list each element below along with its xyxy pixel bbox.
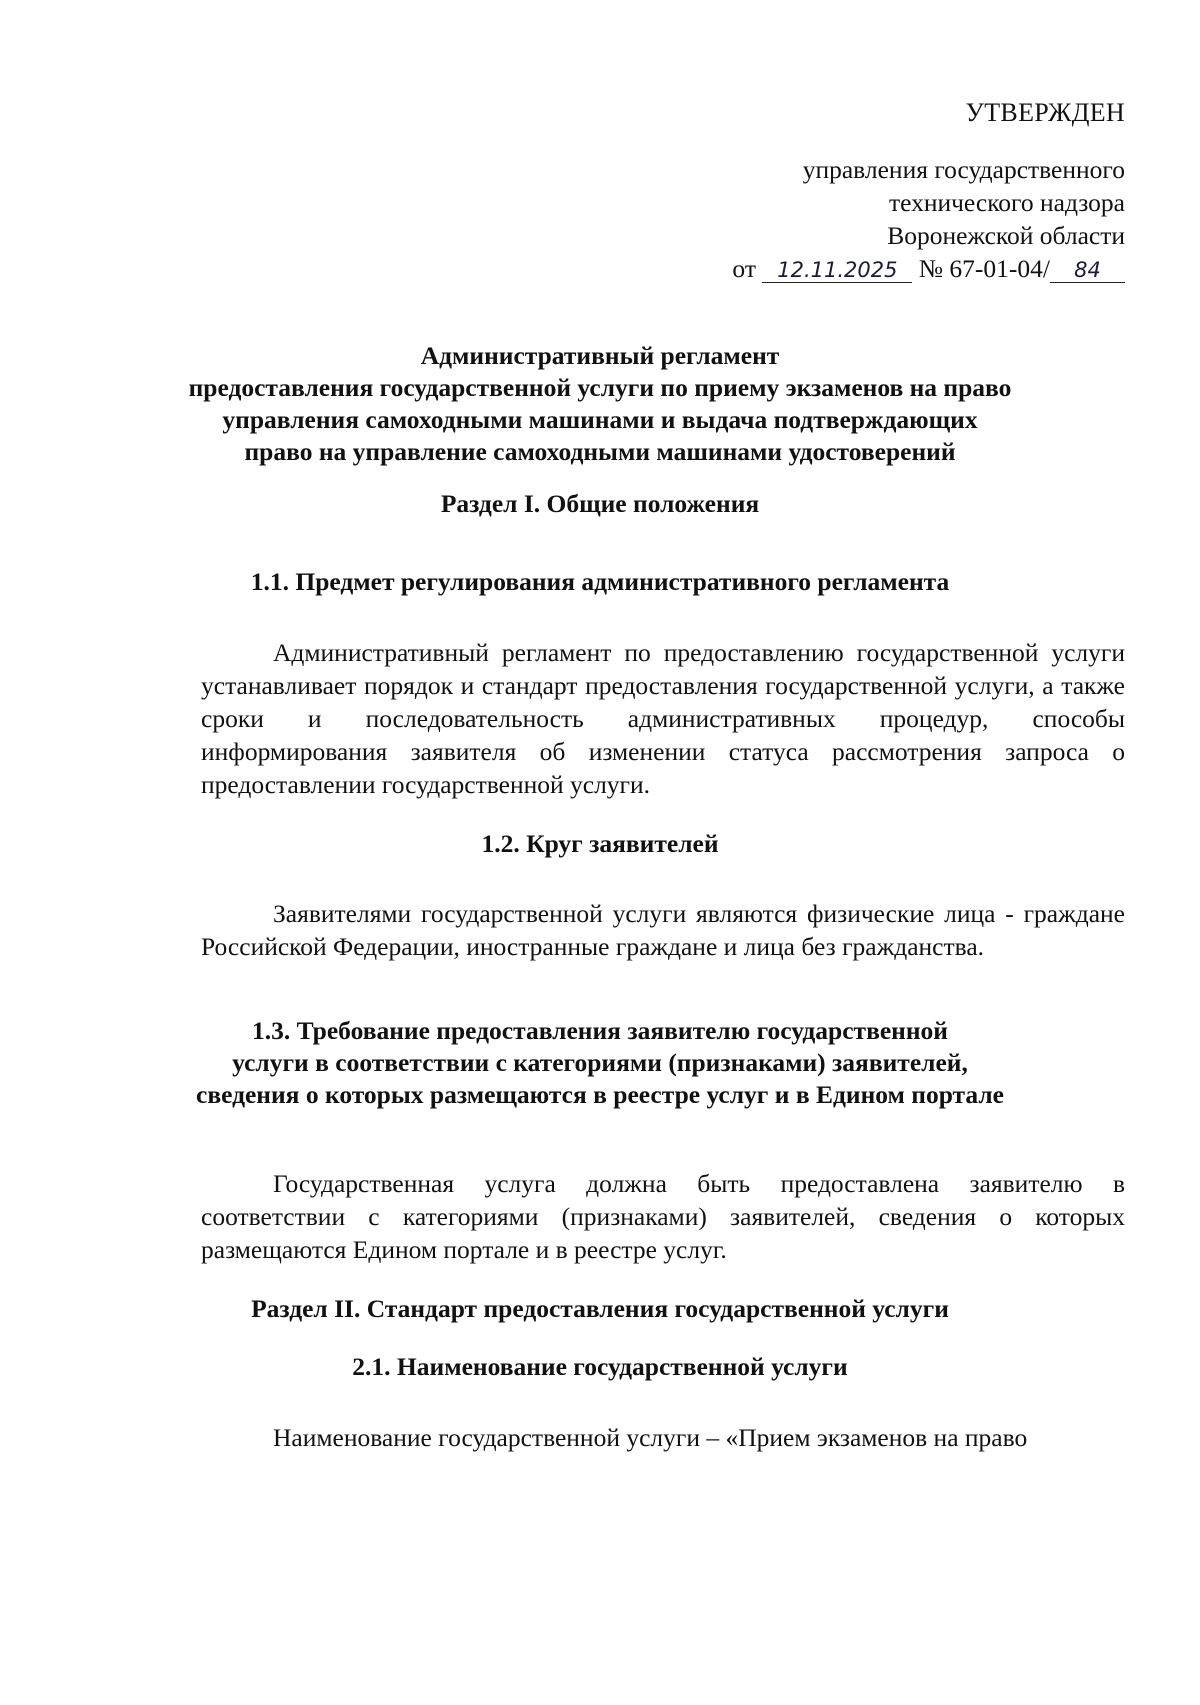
- authority-line-3: Воронежской области: [887, 221, 1125, 250]
- subsection-1-3-heading-line-2: услуги в соответствии с категориями (признаками) заявителей,: [232, 1048, 968, 1077]
- date-prefix: от: [732, 254, 756, 283]
- subsection-1-3-heading: [160, 1015, 1040, 1111]
- subsection-1-3-heading-line-3: сведения о которых размещаются в реестре услуг и в Едином портале: [196, 1080, 1004, 1109]
- approval-stamp: [605, 96, 1125, 285]
- subsection-1-3-text: Государственная услуга должна быть предоставлена заявителю в соответствии с категориями (признаками) заявителей, сведения о которых размещаются Едином портале и в реестре услуг.: [201, 1169, 1125, 1264]
- subsection-2-1-heading: 2.1. Наименование государственной услуги: [352, 1352, 848, 1381]
- title-line-4: право на управление самоходными машинами удостоверений: [244, 437, 956, 466]
- authority-line-1: управления государственного: [802, 155, 1125, 184]
- handwritten-date: 12.11.2025: [762, 258, 912, 283]
- title-line-2: предоставления государственной услуги по приему экзаменов на право: [188, 373, 1012, 402]
- section-2-heading: Раздел II. Стандарт предоставления государственной услуги: [251, 1294, 949, 1323]
- section-1-heading: Раздел I. Общие положения: [440, 489, 760, 518]
- title-line-3: управления самоходными машинами и выдача подтверждающих: [222, 405, 978, 434]
- number-prefix: № 67-01-04/: [918, 254, 1050, 283]
- document-title: [160, 340, 1040, 468]
- subsection-1-1-text: Административный регламент по предоставлению государственной услуги устанавливает порядок и стандарт предоставления государственной услуги, а также сроки и последовательность административных процедур, способы информирования заявителя об изменении статуса рассмотрения запроса о предоставлении государственной услуги.: [201, 638, 1125, 799]
- title-line-1: Административный регламент: [420, 341, 780, 370]
- subsection-1-2-text: Заявителями государственной услуги являются физические лица - граждане Российской Федерации, иностранные граждане и лица без гражданства.: [201, 899, 1125, 961]
- handwritten-number: 84: [1050, 258, 1125, 283]
- subsection-2-1-text: Наименование государственной услуги – «Прием экзаменов на право: [273, 1423, 1028, 1452]
- approved-label: УТВЕРЖДЕН: [965, 98, 1125, 127]
- subsection-1-1-heading: 1.1. Предмет регулирования административного регламента: [250, 567, 950, 596]
- subsection-1-2-heading: 1.2. Круг заявителей: [481, 829, 719, 858]
- authority-line-2: технического надзора: [888, 188, 1125, 217]
- subsection-1-3-heading-line-1: 1.3. Требование предоставления заявителю государственной: [252, 1016, 948, 1045]
- order-date-number: [605, 252, 1125, 285]
